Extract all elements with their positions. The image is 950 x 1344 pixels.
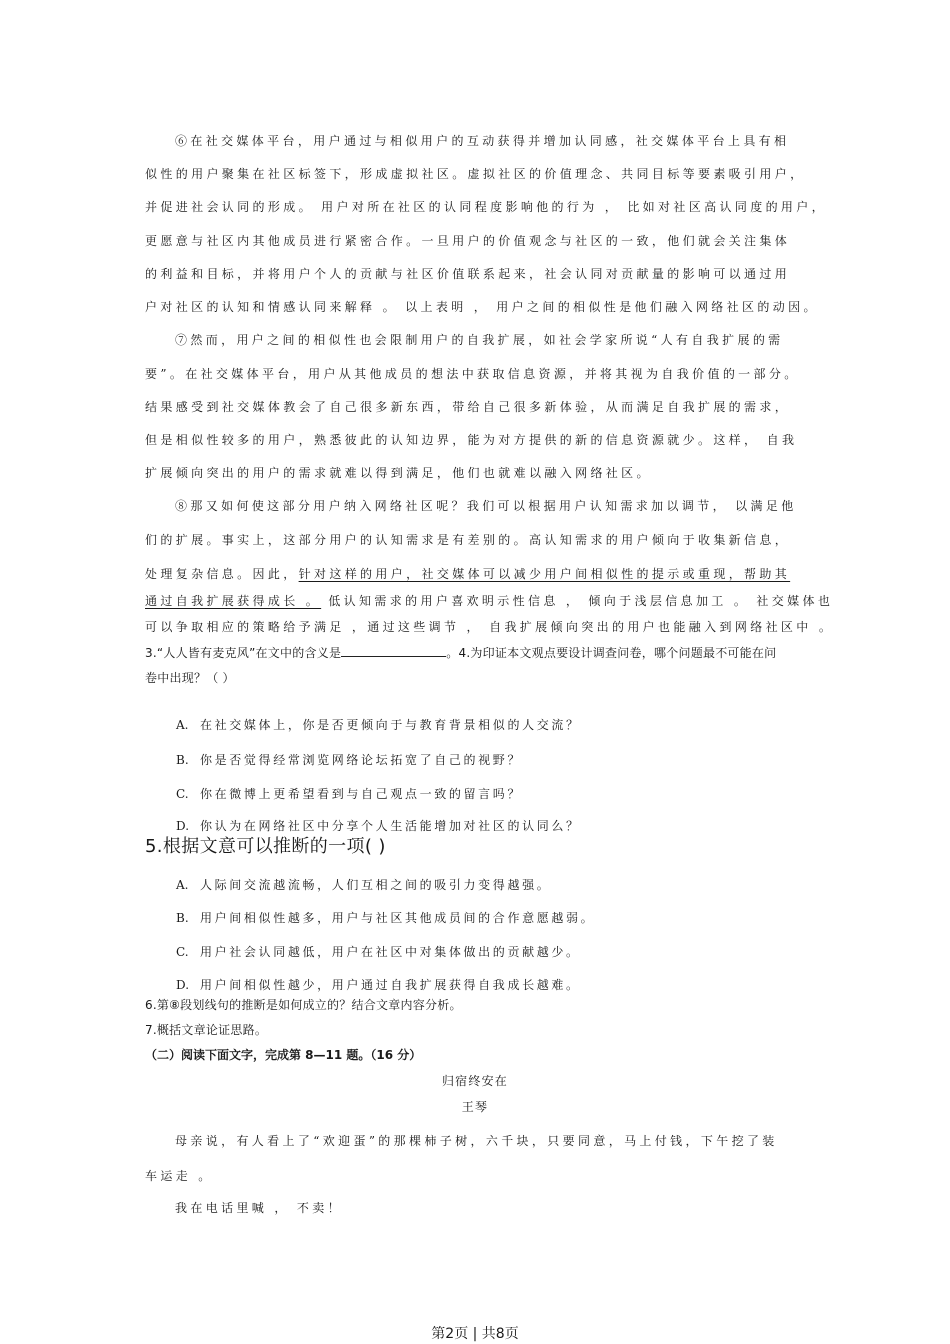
p6-line-5: 的利益和目标，并将用户个人的贡献与社区价值联系起来，社会认同对贡献量的影响可以通过用 [145, 267, 791, 281]
page-number-footer: 第2页 | 共8页 [431, 1326, 519, 1342]
option-text: 用户社会认同越低，用户在社区中对集体做出的贡献越少。 [200, 945, 581, 959]
p8-line-3-plain: 处理复杂信息。因此， [145, 567, 299, 581]
story-title: 归宿终安在 [441, 1074, 508, 1088]
story-author: 王琴 [461, 1100, 489, 1114]
option-text: 用户间相似性越多，用户与社区其他成员间的合作意愿越弱。 [200, 911, 596, 925]
p7-line-4: 但是相似性较多的用户，熟悉彼此的认知边界，能为对方提供的新的信息资源就少。这样， 自我 [145, 433, 798, 447]
question-6: 6.第⑧段划线句的推断是如何成立的？结合文章内容分析。 [145, 998, 462, 1012]
p7-line-1: ⑦然而，用户之间的相似性也会限制用户的自我扩展，如社会学家所说“人有自我扩展的需 [175, 333, 784, 347]
p8-underlined-sentence-part-1: 针对这样的用户，社交媒体可以减少用户间相似性的提示或重现，帮助其 [298, 567, 791, 581]
question-5-title: 5.根据文意可以推断的一项( ) [145, 836, 386, 857]
section-2-heading: （二）阅读下面文字，完成第 8—11 题。（16 分） [145, 1048, 422, 1062]
q4-option-d[interactable] [176, 818, 581, 834]
q5-option-c[interactable] [176, 944, 581, 960]
q3-suffix: 。4.为印证本文观点要设计调查问卷，哪个问题最不可能在问 [446, 646, 777, 660]
option-text: 你在微博上更希望看到与自己观点一致的留言吗？ [200, 787, 523, 801]
p7-line-3: 结果感受到社交媒体教会了自己很多新东西，带给自己很多新体验，从而满足自我扩展的需求， [145, 400, 791, 414]
story-line-3: 我在电话里喊 ， 不卖！ [175, 1201, 343, 1215]
p6-line-2: 似性的用户聚集在社区标签下，形成虚拟社区。虚拟社区的价值理念、共同目标等要素吸引用户， [145, 167, 806, 181]
p8-line-3 [145, 566, 790, 582]
option-tag: B. [176, 911, 189, 925]
option-tag: B. [176, 753, 189, 767]
question-4-line-2: 卷中出现？（ ） [145, 671, 235, 685]
q4-option-b[interactable] [176, 752, 522, 768]
q3-answer-blank[interactable] [341, 645, 446, 657]
story-line-1: 母亲说，有人看上了“欢迎蛋”的那棵柿子树，六千块，只要同意，马上付钱，下午挖了装 [175, 1134, 778, 1148]
option-text: 用户间相似性越少，用户通过自我扩展获得自我成长越难。 [200, 978, 581, 992]
story-line-2: 车运走 。 [145, 1169, 214, 1183]
option-tag: A. [176, 878, 189, 892]
p8-line-5: 可以争取相应的策略给予满足 ，通过这些调节 ， 自我扩展倾向突出的用户也能融入到网络社区中 。 [145, 620, 835, 634]
p8-line-1: ⑧那又如何使这部分用户纳入网络社区呢？我们可以根据用户认知需求加以调节， 以满足他 [175, 499, 797, 513]
option-text: 在社交媒体上，你是否更倾向于与教育背景相似的人交流？ [200, 718, 581, 732]
q4-option-a[interactable] [176, 717, 581, 733]
q5-option-a[interactable] [176, 877, 551, 893]
p7-line-2: 要”。在社交媒体平台，用户从其他成员的想法中获取信息资源，并将其视为自我价值的一部分。 [145, 367, 800, 381]
q5-option-d[interactable] [176, 977, 581, 993]
question-3-4-line-1 [145, 645, 776, 661]
option-tag: C. [176, 787, 189, 801]
option-text: 你认为在网络社区中分享个人生活能增加对社区的认同么？ [200, 819, 581, 833]
q5-option-b[interactable] [176, 910, 595, 926]
option-text: 人际间交流越流畅，人们互相之间的吸引力变得越强。 [200, 878, 552, 892]
p6-line-3: 并促进社会认同的形成。 用户对所在社区的认同程度影响他的行为 ， 比如对社区高认同度的用户， [145, 200, 828, 214]
p8-underlined-sentence-part-2: 通过自我扩展获得成长 。 [145, 594, 322, 608]
p6-line-4: 更愿意与社区内其他成员进行紧密合作。一旦用户的价值观念与社区的一致，他们就会关注集体 [145, 234, 791, 248]
option-tag: A. [176, 718, 189, 732]
p8-line-4 [145, 593, 833, 609]
q3-prefix: 3.“人人皆有麦克风”在文中的含义是 [145, 646, 342, 660]
option-tag: D. [176, 978, 190, 992]
option-text: 你是否觉得经常浏览网络论坛拓宽了自己的视野？ [200, 753, 523, 767]
p6-line-1: ⑥在社交媒体平台，用户通过与相似用户的互动获得并增加认同感，社交媒体平台上具有相 [175, 134, 790, 148]
q4-option-c[interactable] [176, 786, 522, 802]
p8-line-2: 们的扩展。事实上，这部分用户的认知需求是有差别的。高认知需求的用户倾向于收集新信息， [145, 533, 791, 547]
p7-line-5: 扩展倾向突出的用户的需求就难以得到满足，他们也就难以融入网络社区。 [145, 466, 652, 480]
p6-line-6: 户对社区的认知和情感认同来解释 。 以上表明 ， 用户之间的相似性是他们融入网络社区的动因。 [145, 300, 819, 314]
question-7: 7.概括文章论证思路。 [145, 1023, 268, 1037]
p8-line-4-plain: 低认知需求的用户喜欢明示性信息 ， 倾向于浅层信息加工 。 社交媒体也 [321, 594, 834, 608]
option-tag: C. [176, 945, 189, 959]
option-tag: D. [176, 819, 190, 833]
